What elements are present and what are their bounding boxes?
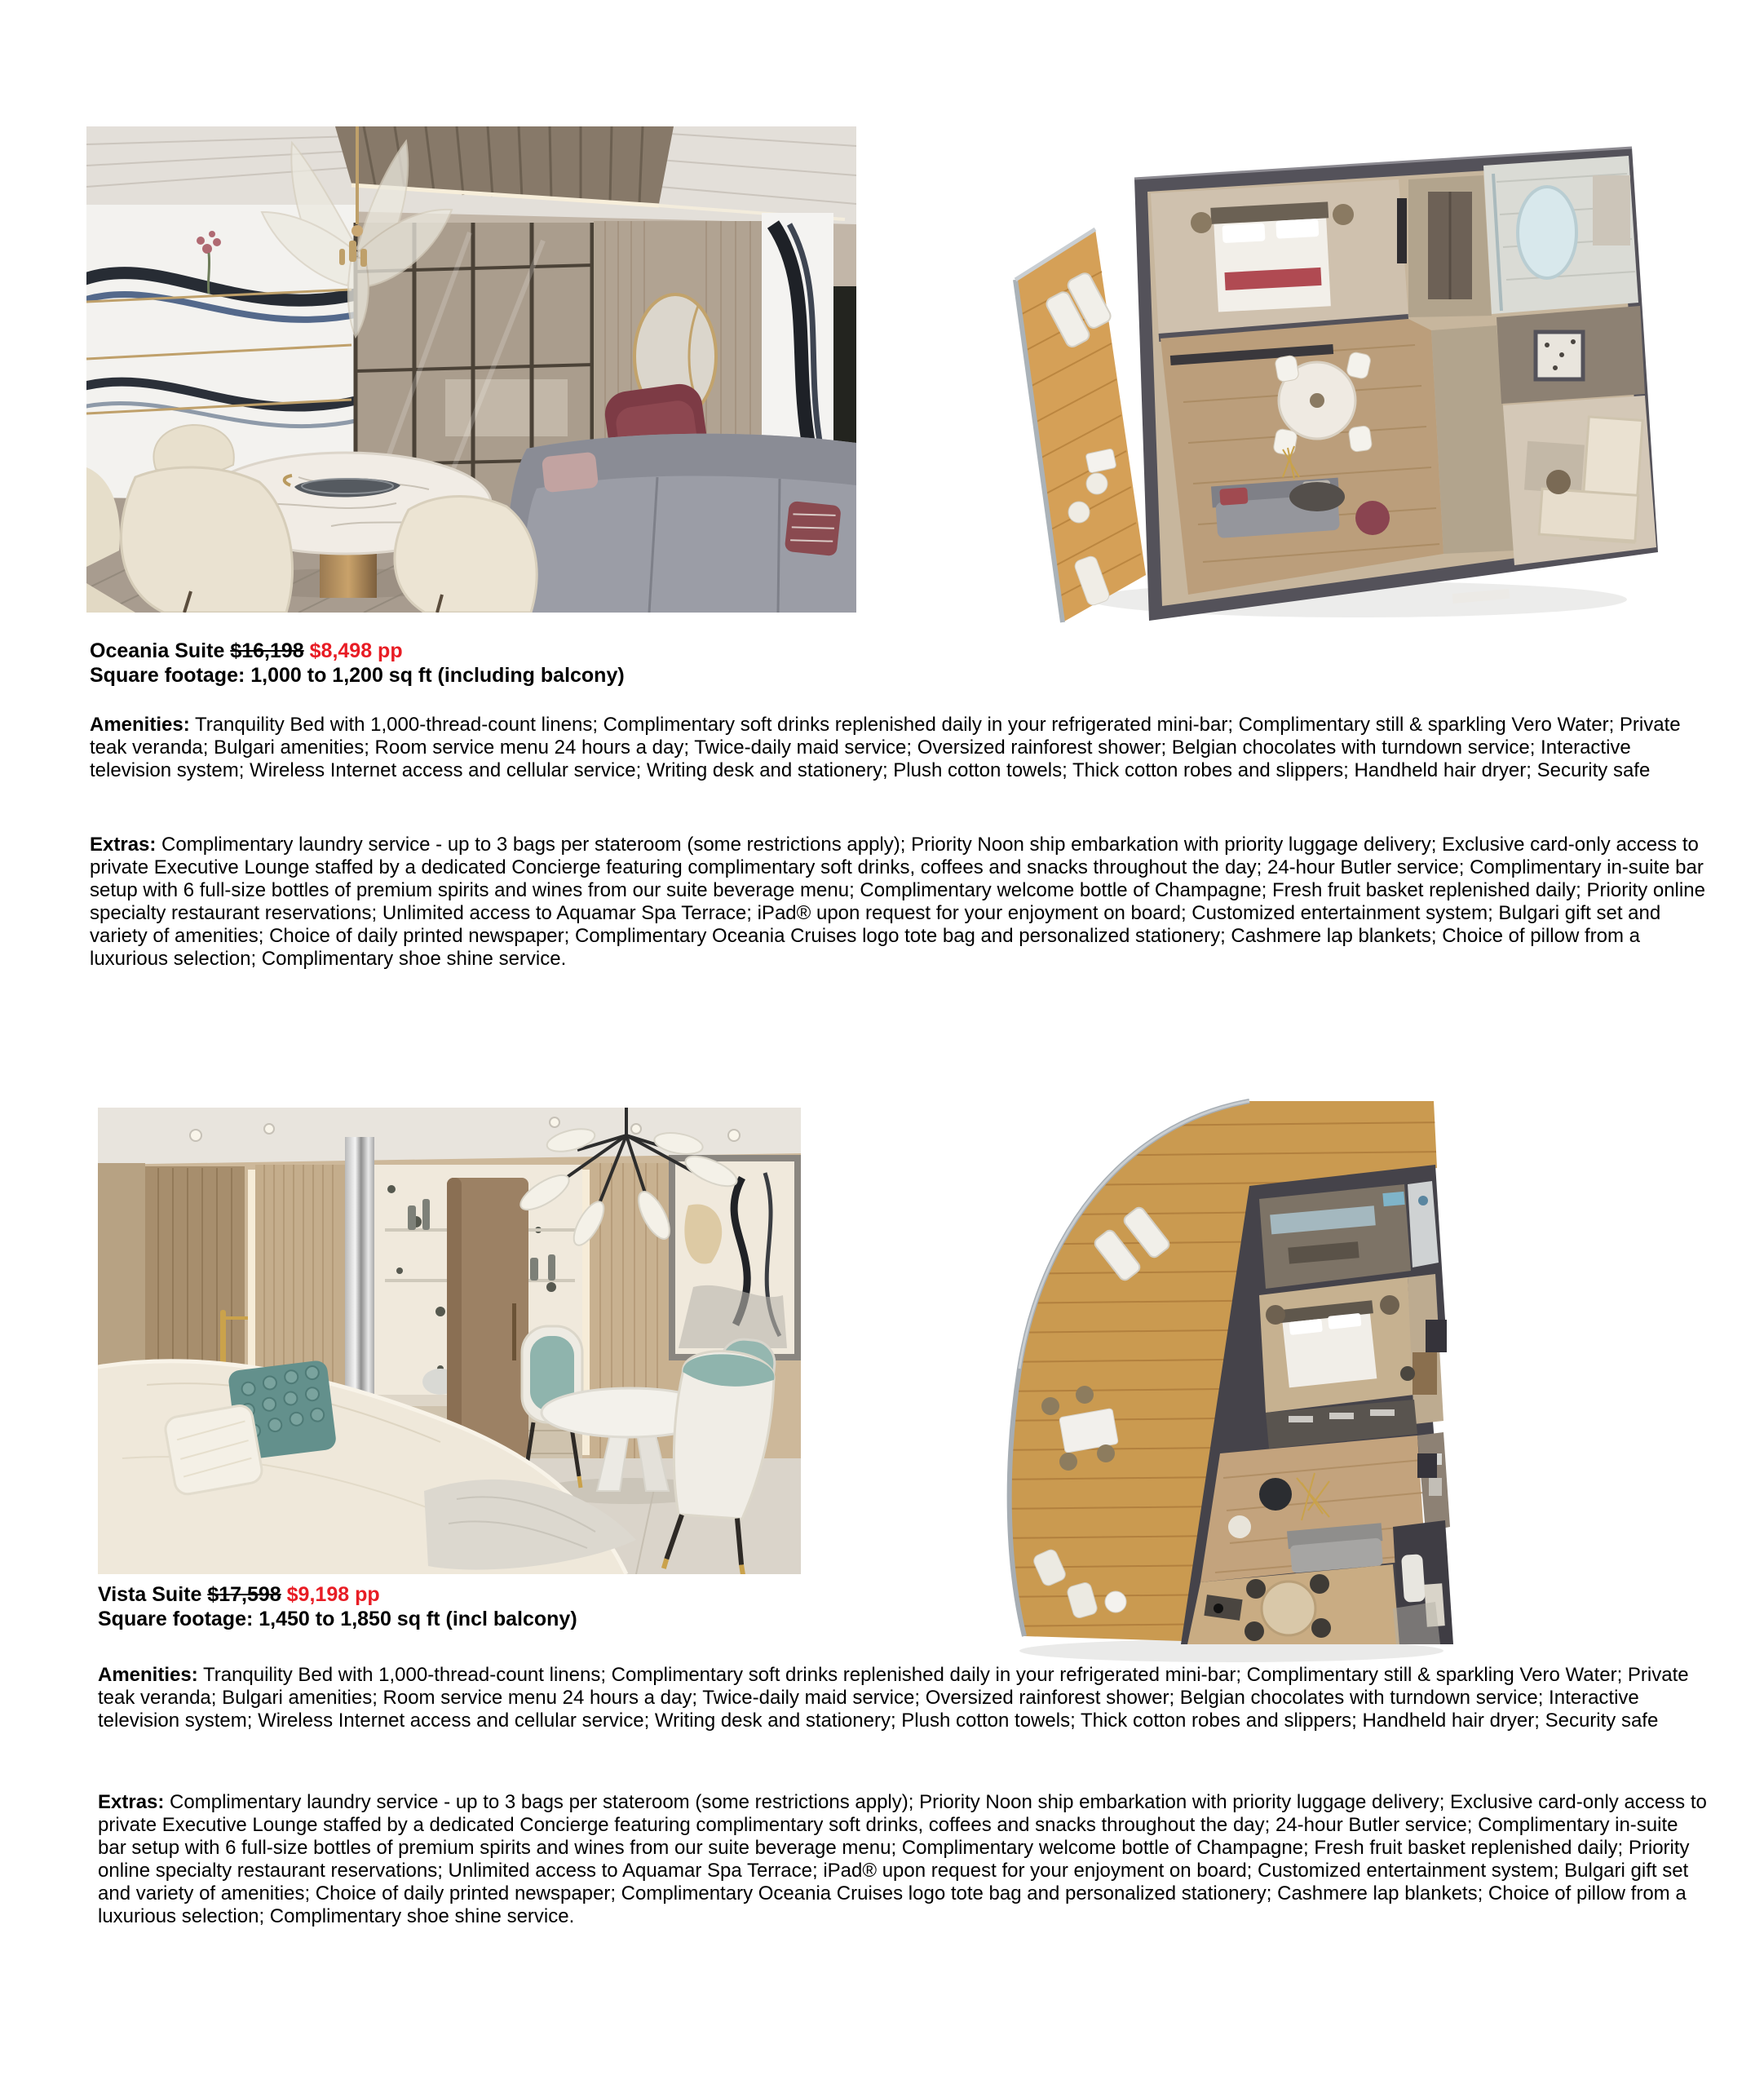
extras-label: Extras: [90, 834, 157, 856]
sale-price: $8,498 pp [309, 639, 403, 662]
vista-heading-block [98, 1582, 577, 1631]
suite-title-line [90, 639, 625, 663]
amenities-label: Amenities: [98, 1664, 198, 1686]
suite-title-line [98, 1582, 577, 1607]
vista-amenities-paragraph [98, 1664, 1709, 1732]
original-price: $17,598 [207, 1583, 281, 1606]
square-footage-line [98, 1607, 577, 1631]
vista-extras-paragraph [98, 1791, 1709, 1928]
square-footage-value: 1,000 to 1,200 sq ft (including balcony) [250, 664, 625, 687]
oceania-extras-paragraph [90, 834, 1705, 971]
amenities-text: Tranquility Bed with 1,000-thread-count linens; Complimentary soft drinks replenished daily in your refrigerated mini-bar; Complimentary still & sparkling Vero Water; Private teak veranda; Bulgari amenities; Room service menu 24 hours a day; Twice-daily maid service; Oversized rainforest shower; Belgian chocolates with turndown service; Interactive television system; Wireless Internet access and cellular service; Writing desk and stationery; Plush cotton towels; Thick cotton robes and slippers; Handheld hair dryer; Security safe [90, 714, 1681, 781]
amenities-label: Amenities: [90, 714, 190, 736]
extras-text: Complimentary laundry service - up to 3 bags per stateroom (some restrictions apply); Priority Noon ship embarkation with priority luggage delivery; Exclusive card-only access to private Executive Lounge staffed by a dedicated Concierge featuring complimentary soft drinks, coffees and snacks throughout the day; 24-hour Butler service; Complimentary in-suite bar setup with 6 full-size bottles of premium spirits and wines from our suite beverage menu; Complimentary welcome bottle of Champagne; Fresh fruit basket replenished daily; Priority online specialty restaurant reservations; Unlimited access to Aquamar Spa Terrace; iPad® upon request for your enjoyment on board; Customized entertainment system; Bulgari gift set and variety of amenities; Choice of daily printed newspaper; Complimentary Oceania Cruises logo tote bag and personalized stationery; Cashmere lap blankets; Choice of pillow from a luxurious selection; Complimentary shoe shine service. [90, 834, 1705, 970]
extras-label: Extras: [98, 1791, 165, 1813]
square-footage-label: Square footage: [98, 1608, 254, 1630]
extras-text: Complimentary laundry service - up to 3 bags per stateroom (some restrictions apply); Priority Noon ship embarkation with priority luggage delivery; Exclusive card-only access to private Executive Lounge staffed by a dedicated Concierge featuring complimentary soft drinks, coffees and snacks throughout the day; 24-hour Butler service; Complimentary in-suite bar setup with 6 full-size bottles of premium spirits and wines from our suite beverage menu; Complimentary welcome bottle of Champagne; Fresh fruit basket replenished daily; Priority online specialty restaurant reservations; Unlimited access to Aquamar Spa Terrace; iPad® upon request for your enjoyment on board; Customized entertainment system; Bulgari gift set and variety of amenities; Choice of daily printed newspaper; Complimentary Oceania Cruises logo tote bag and personalized stationery; Cashmere lap blankets; Choice of pillow from a luxurious selection; Complimentary shoe shine service. [98, 1791, 1707, 1927]
square-footage-value: 1,450 to 1,850 sq ft (incl balcony) [259, 1608, 577, 1630]
amenities-text: Tranquility Bed with 1,000-thread-count linens; Complimentary soft drinks replenished daily in your refrigerated mini-bar; Complimentary still & sparkling Vero Water; Private teak veranda; Bulgari amenities; Room service menu 24 hours a day; Twice-daily maid service; Oversized rainforest shower; Belgian chocolates with turndown service; Interactive television system; Wireless Internet access and cellular service; Writing desk and stationery; Plush cotton towels; Thick cotton robes and slippers; Handheld hair dryer; Security safe [98, 1664, 1689, 1732]
square-footage-label: Square footage: [90, 664, 245, 687]
vista-suite-photo [98, 1108, 801, 1574]
square-footage-line [90, 663, 625, 688]
suite-name: Oceania Suite [90, 639, 225, 662]
suite-name: Vista Suite [98, 1583, 202, 1606]
oceania-heading-block [90, 639, 625, 688]
oceania-suite-floor-plan [975, 100, 1680, 629]
original-price: $16,198 [230, 639, 304, 662]
oceania-amenities-paragraph [90, 714, 1705, 782]
oceania-suite-photo [86, 126, 856, 613]
vista-suite-floor-plan [946, 1070, 1474, 1667]
sale-price: $9,198 pp [286, 1583, 380, 1606]
